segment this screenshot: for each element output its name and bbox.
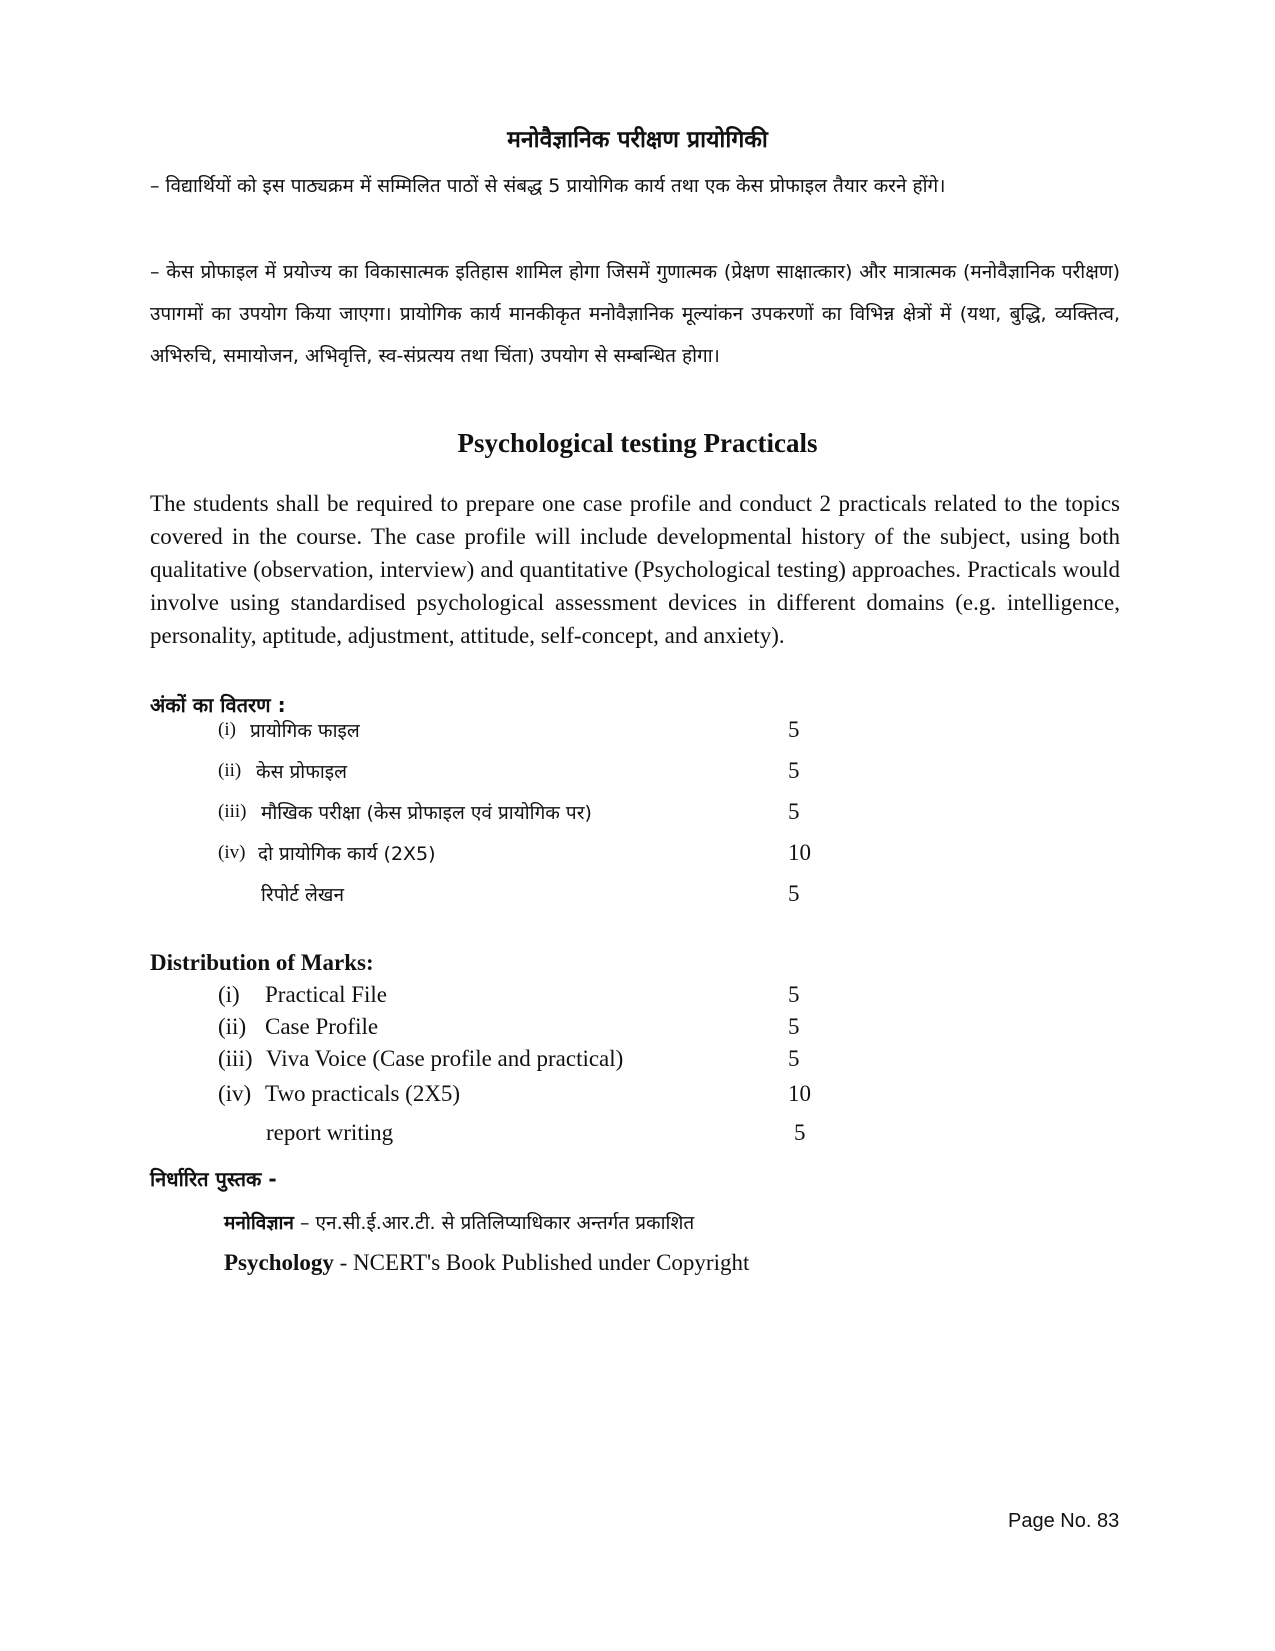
row-label: केस प्रोफाइल [256, 761, 347, 783]
row-label: Viva Voice (Case profile and practical) [266, 1046, 624, 1071]
row-number: (i) [218, 982, 240, 1007]
row-number: (i) [218, 719, 236, 740]
prescribed-books-heading: निर्धारित पुस्तक - [150, 1167, 277, 1191]
english-marks-row [0, 1081, 1275, 1115]
row-marks: 10 [788, 1081, 811, 1106]
row-label: report writing [266, 1120, 394, 1145]
row-marks: 5 [788, 799, 800, 824]
book-hindi [224, 1209, 694, 1235]
hindi-marks-row [0, 717, 1275, 751]
english-marks-row [0, 1120, 1275, 1154]
row-marks: 5 [788, 758, 800, 783]
english-marks-row [0, 982, 1275, 1016]
english-marks-heading: Distribution of Marks: [150, 950, 374, 975]
row-label: दो प्रायोगिक कार्य (2X5) [258, 843, 436, 865]
book-english [224, 1250, 749, 1276]
row-marks: 5 [788, 881, 800, 906]
row-marks: 5 [788, 1046, 800, 1071]
row-number: (iii) [218, 801, 247, 822]
row-number: (iii) [218, 1046, 253, 1071]
row-label: रिपोर्ट लेखन [261, 884, 344, 906]
page-number: Page No. 83 [1008, 1510, 1120, 1532]
hindi-marks-heading: अंकों का वितरण : [150, 693, 286, 717]
hindi-title: मनोवैज्ञानिक परीक्षण प्रायोगिकी [507, 127, 768, 153]
row-label: प्रायोगिक फाइल [250, 720, 360, 742]
row-label: Two practicals (2X5) [265, 1081, 461, 1106]
english-paragraph: The students shall be required to prepare one case profile and conduct 2 practicals related to the topics covered in the course. The case profile will include developmental history of the subject, using both qualitative (observation, interview) and quantitative (Psychological testing) approaches. Practicals would involve using standardised psychological assessment devices in different domains (e.g. intelligence, personality, aptitude, adjustment, attitude, self-concept, and anxiety). [150, 491, 1120, 648]
english-title: Psychological testing Practicals [457, 428, 818, 458]
book-english-note: - NCERT's Book Published under Copyright [333, 1250, 750, 1275]
hindi-marks-row [0, 840, 1275, 874]
row-label: मौखिक परीक्षा (केस प्रोफाइल एवं प्रायोगिक पर) [261, 802, 592, 824]
row-number: (ii) [218, 1014, 247, 1039]
row-marks: 5 [794, 1120, 806, 1145]
english-marks-row [0, 1014, 1275, 1048]
hindi-paragraph-1: – विद्यार्थियों को इस पाठ्यक्रम में सम्मिलित पाठों से संबद्ध 5 प्रायोगिक कार्य तथा एक केस प्रोफाइल तैयार करने होंगे। [150, 175, 946, 197]
row-marks: 10 [788, 840, 811, 865]
row-marks: 5 [788, 982, 800, 1007]
row-number: (ii) [218, 760, 242, 781]
row-label: Case Profile [265, 1014, 379, 1039]
hindi-marks-row [0, 758, 1275, 792]
row-number: (iv) [218, 1081, 252, 1106]
hindi-marks-row [0, 881, 1275, 915]
book-english-title: Psychology [224, 1250, 334, 1275]
english-marks-row [0, 1046, 1275, 1080]
hindi-marks-row [0, 799, 1275, 833]
row-marks: 5 [788, 717, 800, 742]
hindi-paragraph-2: – केस प्रोफाइल में प्रयोज्य का विकासात्मक इतिहास शामिल होगा जिसमें गुणात्मक (प्रेक्षण साक्षात्कार) और मात्रात्मक (मनोवैज्ञानिक परीक्षण) उपागमों का उपयोग किया जाएगा। प्रायोगिक कार्य मानकीकृत मनोवैज्ञानिक मूल्यांकन उपकरणों का विभिन्न क्षेत्रों में (यथा, बुद्धि, व्यक्तित्व, अभिरुचि, समायोजन, अभिवृत्ति, स्व-संप्रत्यय तथा चिंता) उपयोग से सम्बन्धित होगा। [150, 261, 1120, 367]
book-hindi-note: – एन.सी.ई.आर.टी. से प्रतिलिप्याधिकार अन्तर्गत प्रकाशित [293, 1212, 695, 1234]
row-marks: 5 [788, 1014, 800, 1039]
row-number: (iv) [218, 842, 246, 863]
book-hindi-title: मनोविज्ञान [224, 1212, 294, 1234]
row-label: Practical File [265, 982, 387, 1007]
